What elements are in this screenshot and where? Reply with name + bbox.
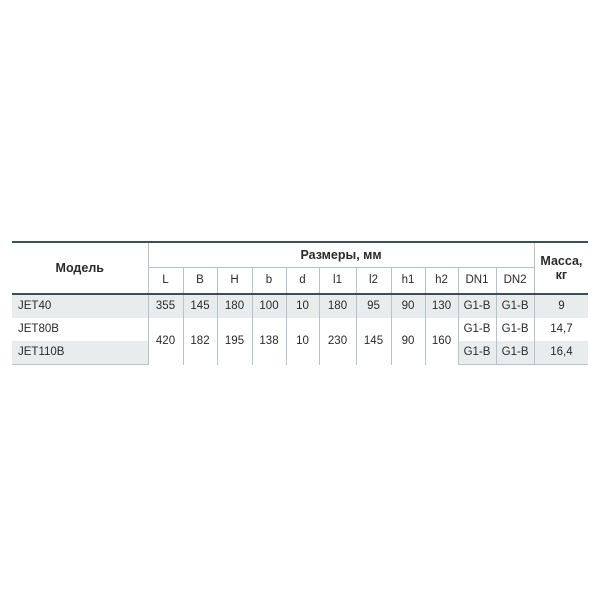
cell-H-merged: 195 [217,318,252,365]
col-header-B: B [183,268,217,295]
cell-B-merged: 182 [183,318,217,365]
mass-header [534,242,588,294]
col-header-h2: h2 [425,268,458,295]
col-header-b: b [252,268,286,295]
cell-mass: 16,4 [534,341,588,365]
cell-b: 100 [252,294,286,318]
cell-DN2: G1-B [496,318,534,341]
mass-header-line2: кг [555,268,568,282]
cell-l1-merged: 230 [319,318,356,365]
cell-H: 180 [217,294,252,318]
col-header-DN1: DN1 [458,268,496,295]
cell-B: 145 [183,294,217,318]
cell-L: 355 [148,294,183,318]
cell-mass: 9 [534,294,588,318]
col-header-DN2: DN2 [496,268,534,295]
cell-l1: 180 [319,294,356,318]
col-header-d: d [286,268,319,295]
col-header-l1: l1 [319,268,356,295]
row-model: JET80B [12,318,148,341]
dimensions-header: Размеры, мм [148,242,534,268]
col-header-H: H [217,268,252,295]
row-model: JET40 [12,294,148,318]
cell-d-merged: 10 [286,318,319,365]
cell-DN1: G1-B [458,294,496,318]
mass-header-line1: Масса, [540,253,583,268]
cell-DN1: G1-B [458,341,496,365]
cell-h1: 90 [391,294,425,318]
cell-h2-merged: 160 [425,318,458,365]
cell-h2: 130 [425,294,458,318]
cell-mass: 14,7 [550,322,573,335]
cell-DN2: G1-B [496,341,534,365]
table-row [12,318,588,341]
cell-l2-merged: 145 [356,318,391,365]
table-row [12,294,588,318]
col-header-l2: l2 [356,268,391,295]
cell-l2: 95 [356,294,391,318]
cell-L-merged: 420 [148,318,183,365]
spec-table-container [12,241,588,365]
row-model: JET110B [12,341,148,365]
cell-h1-merged: 90 [391,318,425,365]
cell-DN2: G1-B [496,294,534,318]
col-header-h1: h1 [391,268,425,295]
cell-d: 10 [286,294,319,318]
model-header: Модель [12,242,148,294]
spec-table [12,241,588,365]
col-header-L: L [148,268,183,295]
cell-b-merged: 138 [252,318,286,365]
cell-DN1: G1-B [458,318,496,341]
